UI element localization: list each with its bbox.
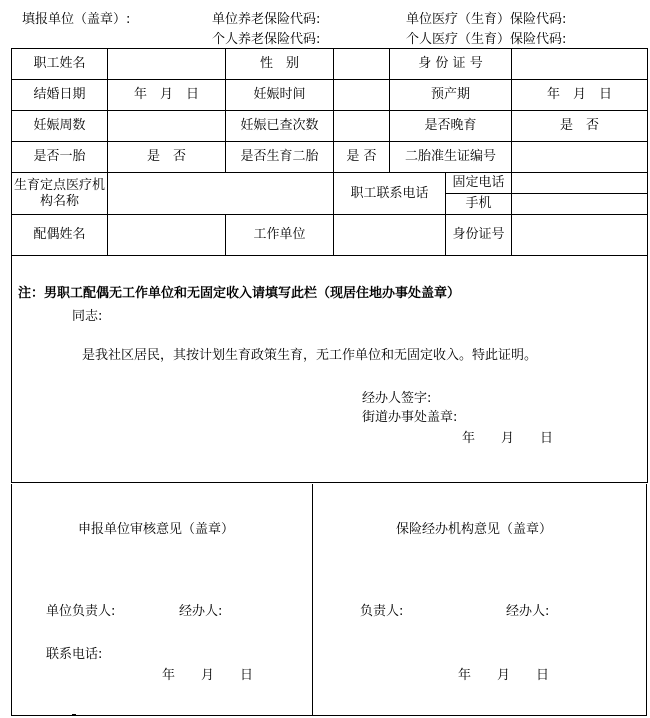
- pregnancy-weeks-field[interactable]: [108, 111, 226, 142]
- applicant-unit-review-title: 申报单位审核意见（盖章）: [78, 522, 235, 537]
- work-unit-field[interactable]: [334, 215, 446, 256]
- handler-signature-label: 经办人签字:: [362, 391, 432, 406]
- due-date-field[interactable]: 年 月 日: [512, 80, 648, 111]
- checkups-count-label: 妊娠已查次数: [226, 111, 334, 142]
- mobile-field[interactable]: [512, 194, 648, 215]
- id-number-label: 身 份 证 号: [390, 49, 512, 80]
- insurance-agency-opinion-title: 保险经办机构意见（盖章）: [396, 522, 553, 537]
- checkups-count-field[interactable]: [334, 111, 390, 142]
- gender-field[interactable]: [334, 49, 390, 80]
- personal-medical-code-label: 个人医疗（生育）保险代码:: [406, 32, 567, 47]
- spouse-id-field[interactable]: [512, 215, 648, 256]
- unit-pension-code-label: 单位养老保险代码:: [212, 12, 321, 27]
- gender-label: 性 别: [226, 49, 334, 80]
- spouse-name-label: 配偶姓名: [12, 215, 108, 256]
- marriage-date-field[interactable]: 年 月 日: [108, 80, 226, 111]
- maternity-form-table: [11, 48, 648, 483]
- spouse-name-field[interactable]: [108, 215, 226, 256]
- note-date: 年 月 日: [462, 431, 554, 446]
- second-child-label: 是否生育二胎: [226, 142, 334, 173]
- due-date-label: 预产期: [390, 80, 512, 111]
- personal-pension-code-label: 个人养老保险代码:: [212, 32, 321, 47]
- agency-handler-label: 经办人:: [506, 604, 550, 619]
- page-mark: [72, 714, 76, 716]
- approval-section: [11, 484, 647, 716]
- unit-review-date: 年 月 日: [162, 668, 254, 683]
- pregnancy-weeks-label: 妊娠周数: [12, 111, 108, 142]
- fixed-phone-field[interactable]: [512, 173, 648, 194]
- unit-leader-label: 单位负责人:: [46, 604, 116, 619]
- first-child-label: 是否一胎: [12, 142, 108, 173]
- agency-opinion-date: 年 月 日: [458, 668, 550, 683]
- late-birth-label: 是否晚育: [390, 111, 512, 142]
- contact-phone-label: 职工联系电话: [334, 173, 446, 215]
- reporting-unit-label: 填报单位（盖章）:: [22, 12, 131, 27]
- second-child-permit-label: 二胎准生证编号: [390, 142, 512, 173]
- note-body: 是我社区居民，其按计划生育政策生育，无工作单位和无固定收入。特此证明。: [82, 348, 538, 363]
- id-number-field[interactable]: [512, 49, 648, 80]
- spouse-id-label: 身份证号: [446, 215, 512, 256]
- hospital-name-label: 生育定点医疗机构名称: [12, 173, 108, 215]
- note-title: 注：男职工配偶无工作单位和无固定收入请填写此栏（现居住地办事处盖章）: [18, 286, 461, 301]
- marriage-date-label: 结婚日期: [12, 80, 108, 111]
- second-child-choice[interactable]: 是 否: [334, 142, 390, 173]
- note-salutation: 同志:: [72, 309, 103, 324]
- work-unit-label: 工作单位: [226, 215, 334, 256]
- unit-handler-label: 经办人:: [179, 604, 223, 619]
- second-child-permit-field[interactable]: [512, 142, 648, 173]
- employee-name-label: 职工姓名: [12, 49, 108, 80]
- mobile-label: 手机: [446, 194, 512, 215]
- unit-contact-phone-label: 联系电话:: [46, 647, 103, 662]
- late-birth-choice[interactable]: 是 否: [512, 111, 648, 142]
- fixed-phone-label: 固定电话: [446, 173, 512, 194]
- agency-leader-label: 负责人:: [360, 604, 404, 619]
- pregnancy-time-field[interactable]: [334, 80, 390, 111]
- unit-medical-code-label: 单位医疗（生育）保险代码:: [406, 12, 567, 27]
- hospital-name-field[interactable]: [108, 173, 334, 215]
- unemployed-spouse-note-section: [12, 256, 648, 483]
- first-child-choice[interactable]: 是 否: [108, 142, 226, 173]
- pregnancy-time-label: 妊娠时间: [226, 80, 334, 111]
- approval-divider: [312, 484, 313, 715]
- street-office-stamp-label: 街道办事处盖章:: [362, 410, 458, 425]
- employee-name-field[interactable]: [108, 49, 226, 80]
